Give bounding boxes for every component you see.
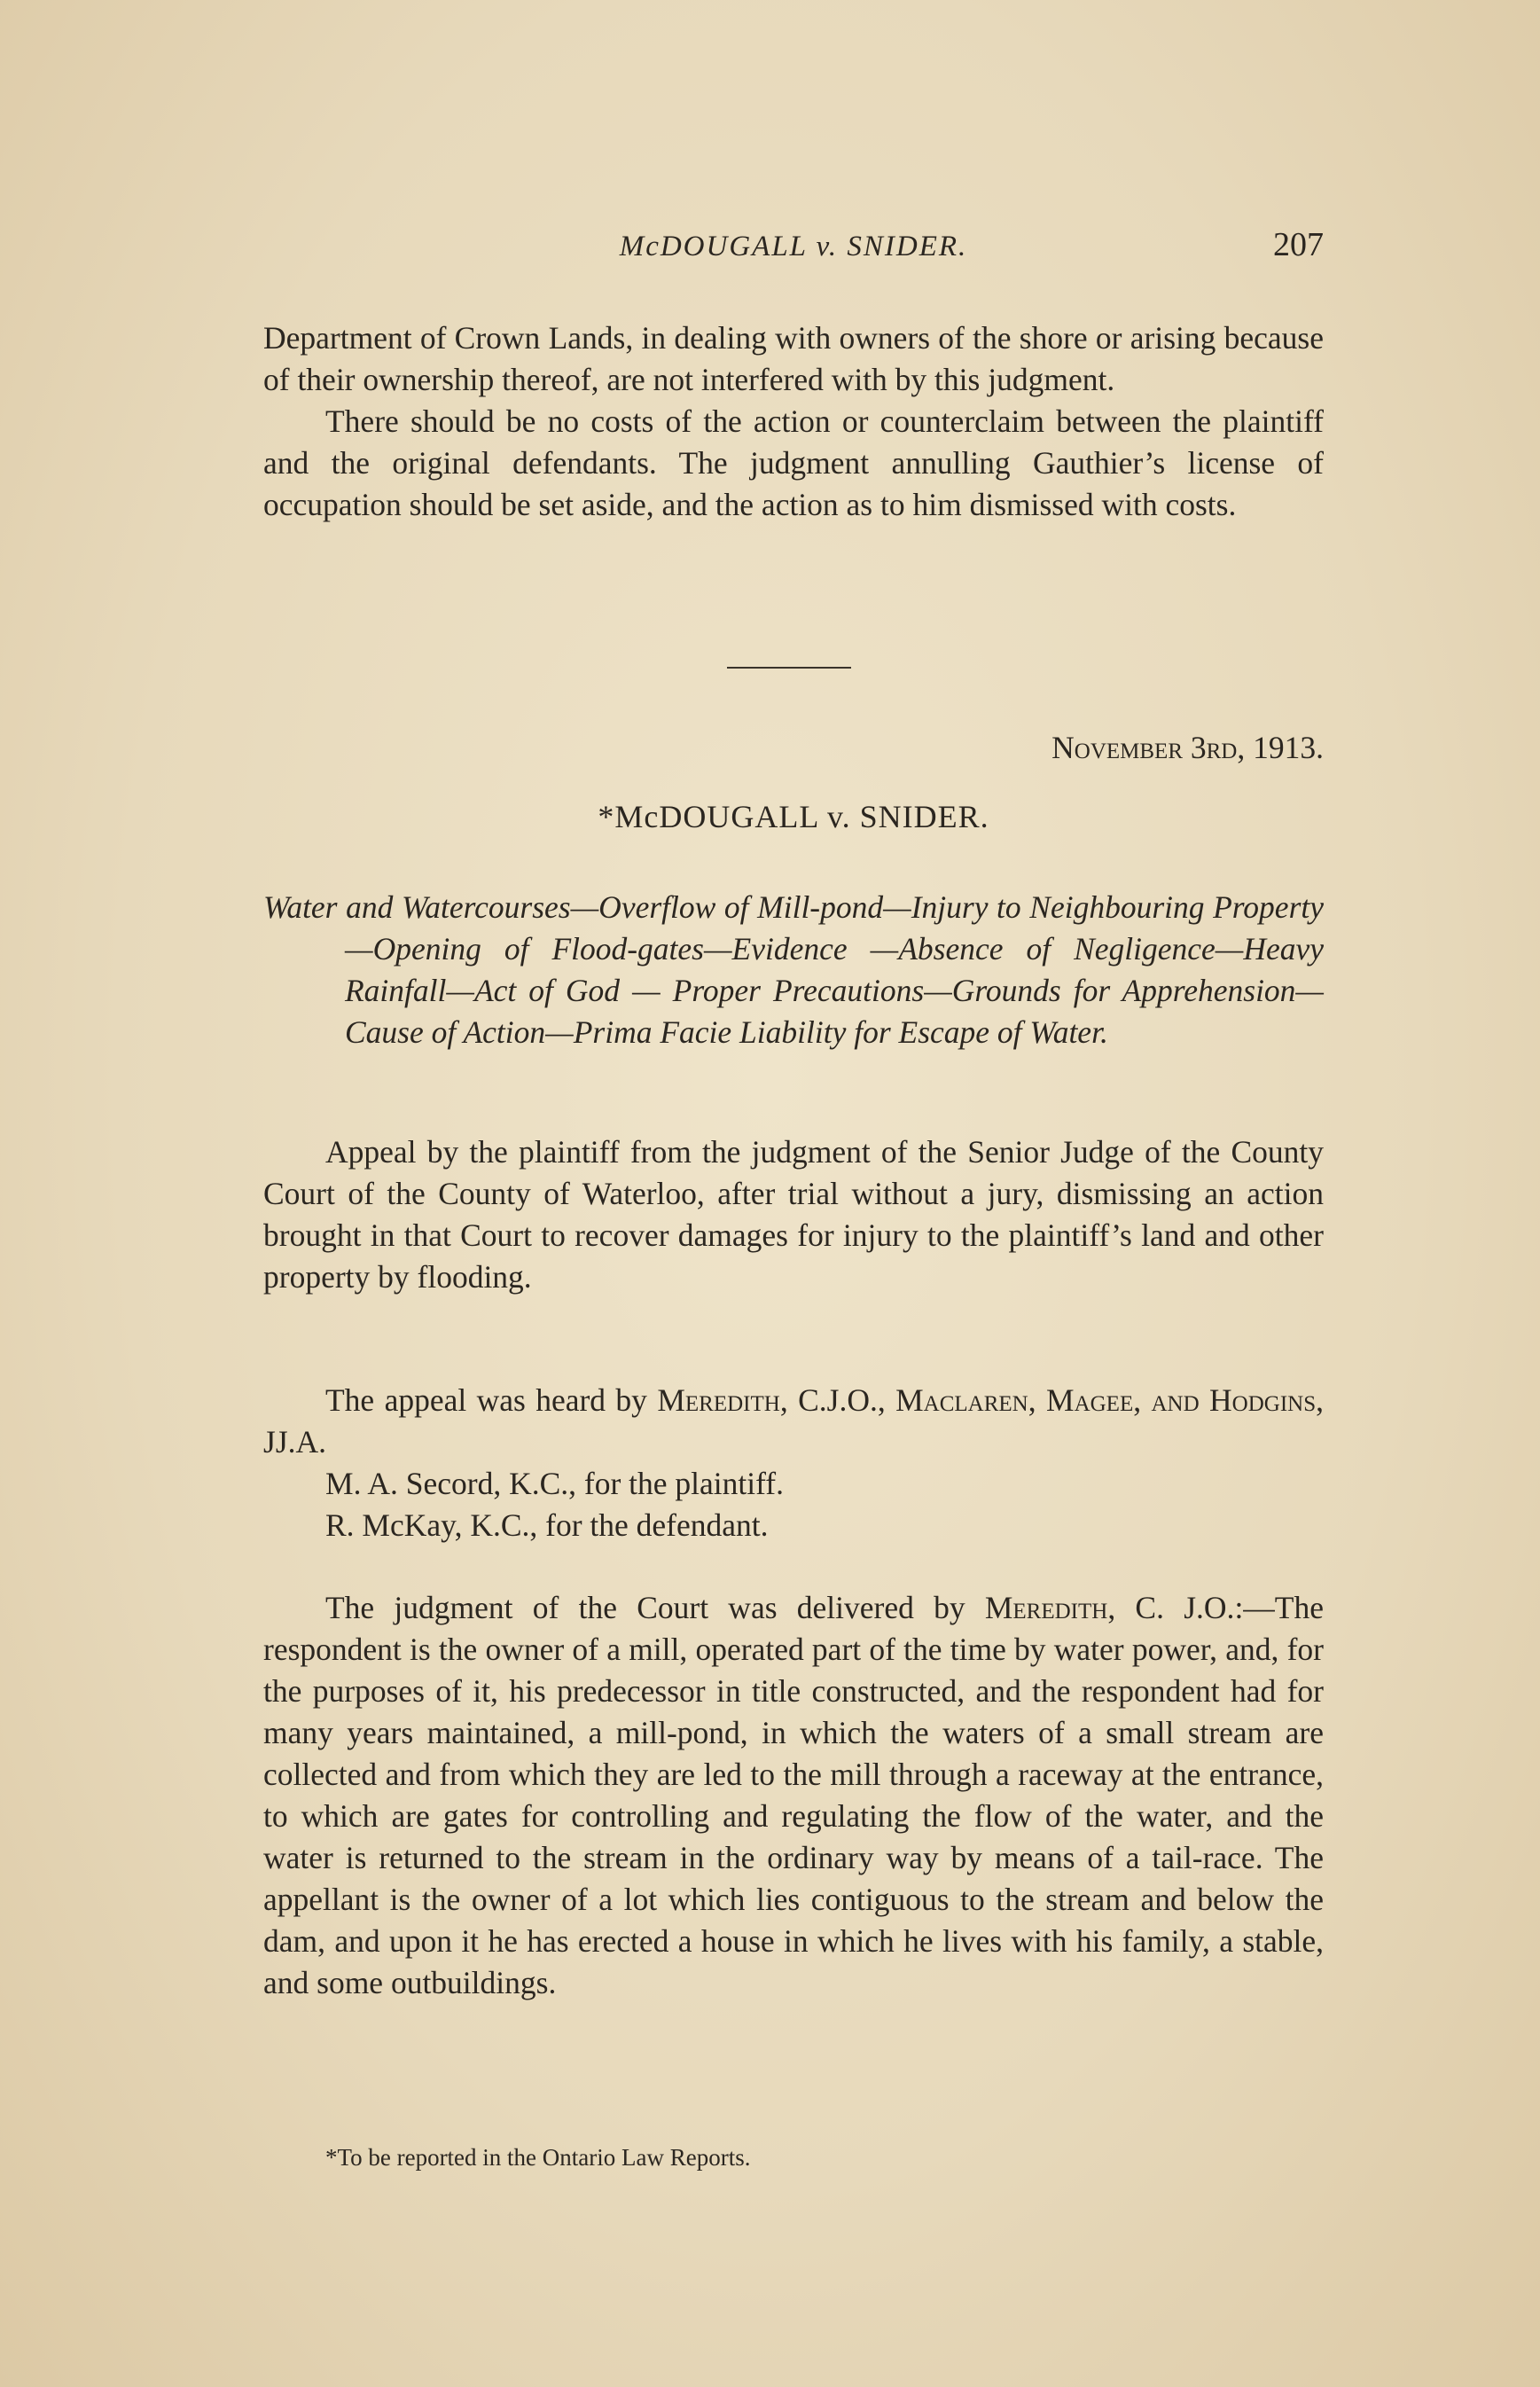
- judgment-text: :—The respondent is the owner of a mill, operated part of the time by water power, and, for the purposes of it, his predecessor in title constructed, and the respondent had for many years maintained, a mill-pond, in which the waters of a small stream are collected and from which they are led to the mill through a raceway at the entrance, to which are gates for controlling and regulating the flow of the water, and the water is returned to the stream in the ordinary way by means of a tail-race. The appellant is the owner of a lot which lies contiguous to the stream and below the dam, and upon it he has erected a house in which he lives with his family, a stable, and some outbuildings.: [263, 1590, 1324, 2000]
- page-number: 207: [1273, 226, 1324, 263]
- section-divider: [727, 667, 851, 669]
- counsel-defendant: R. McKay, K.C., for the defendant.: [325, 1507, 769, 1543]
- counsel-plaintiff: M. A. Secord, K.C., for the plaintiff.: [325, 1466, 784, 1501]
- footnote: *To be reported in the Ontario Law Reports.: [325, 2144, 751, 2171]
- decision-date: November 3rd, 1913.: [1051, 730, 1324, 765]
- continued-text: [263, 317, 1324, 526]
- headnote: Water and Watercourses—Overflow of Mill-pond—Injury to Neighbouring Property—Opening of Flood-gates—Evidence —Absence of Negligence—Heavy Rainfall—Act of God — Proper Precautions—Grounds for Apprehension—Cause of Action—Prima Facie Liability for Escape of Water.: [263, 889, 1324, 1050]
- judges-names: Meredith, C.J.O., Maclaren, Magee, and Hodgins, JJ.A.: [263, 1382, 1325, 1460]
- judgment-section: [263, 1587, 1324, 2004]
- appeal-paragraph: Appeal by the plaintiff from the judgment of the Senior Judge of the County Court of the County of Waterloo, after trial without a jury, dismissing an action brought in that Court to recover damages for injury to the plaintiff’s land and other property by flooding.: [263, 1134, 1324, 1295]
- judgment-judge: Meredith, C. J.O.: [984, 1590, 1235, 1625]
- paragraph-costs: There should be no costs of the action or counterclaim between the plaintiff and the original defendants. The judgment annulling Gauthier’s license of occupation should be set aside, and the action as to him dismissed with costs.: [263, 403, 1324, 522]
- running-head: McDOUGALL v. SNIDER.: [619, 231, 968, 262]
- case-title: *McDOUGALL v. SNIDER.: [598, 799, 989, 834]
- heard-prefix: The appeal was heard by: [325, 1382, 658, 1418]
- hearing-section: [263, 1380, 1324, 1546]
- paragraph-continuation: Department of Crown Lands, in dealing with owners of the shore or arising because of their ownership thereof, are not interfered with by this judgment.: [263, 320, 1324, 397]
- page-header: [263, 225, 1324, 278]
- appeal-section: [263, 1131, 1324, 1298]
- heard-paragraph: [263, 1380, 1324, 1463]
- judgment-paragraph: [263, 1587, 1324, 2004]
- judgment-prefix: The judgment of the Court was delivered by: [325, 1590, 985, 1625]
